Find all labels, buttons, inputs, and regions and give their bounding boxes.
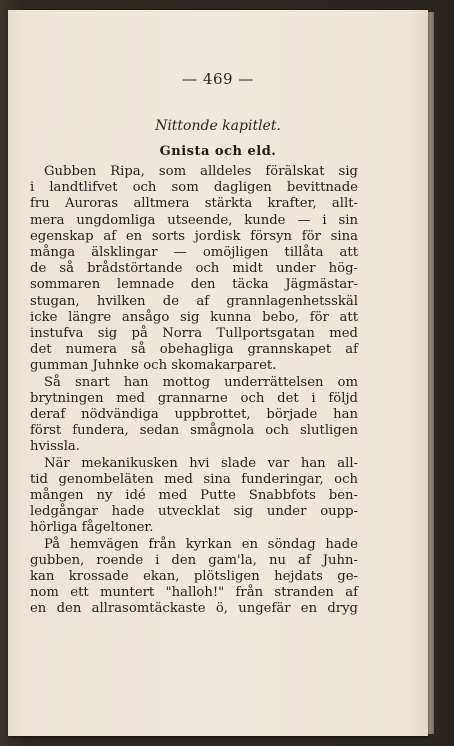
text-line: fru Auroras alltmera stärkta krafter, allt- <box>30 196 358 212</box>
text-line: gubben, roende i den gam'la, nu af Juhn- <box>30 552 358 568</box>
text-line: kan krossade ekan, plötsligen hejdats ge- <box>30 569 358 585</box>
text-line: Gubben Ripa, som alldeles förälskat sig <box>44 164 358 179</box>
text-line: ledgångar hade utvecklat sig under oupp- <box>30 504 358 520</box>
text-line: deraf nödvändiga uppbrottet, började han <box>30 407 358 423</box>
text-line: det numera så obehagliga grannskapet af <box>30 342 358 358</box>
text-line: en den allrasomtäckaste ö, ungefär en dryg <box>30 601 358 617</box>
text-line: gumman Juhnke och skomakarparet. <box>30 358 277 374</box>
text-line: de så brådstörtande och midt under hög- <box>30 261 358 277</box>
text-line: När mekanikusken hvi slade var han all- <box>44 455 358 471</box>
text-line: hörliga fågeltoner. <box>30 520 154 536</box>
text-line: icke längre ansågo sig kunna bebo, för att <box>30 309 358 325</box>
text-line: Så snart han mottog underrättelsen om <box>44 374 358 390</box>
text-line: egenskap af en sorts jordisk försyn för sina <box>30 228 358 244</box>
text-line: nom ett muntert "halloh!" från stranden af <box>30 585 358 601</box>
body-text <box>30 164 358 618</box>
text-line: stugan, hvilken de af grannlagenhetsskäl <box>30 293 358 309</box>
page-edge <box>428 12 434 734</box>
text-line: brytningen med grannarne och det i följd <box>30 390 358 406</box>
book-page <box>8 10 428 736</box>
text-line: tid genombeläten med sina funderingar, och <box>30 471 358 487</box>
section-title: Gnista och eld. <box>159 144 277 159</box>
page-number: — 469 — <box>182 70 254 88</box>
text-line: många älsklingar — omöjligen tillåta att <box>30 245 358 261</box>
text-line: först fundera, sedan smågnola och slutligen <box>30 423 358 439</box>
text-line: mången ny idé med Putte Snabbfots ben- <box>30 488 358 504</box>
text-line: sommaren lemnade den täcka Jägmästar- <box>30 277 358 293</box>
text-line: i landtlifvet och som dagligen bevittnade <box>30 180 358 196</box>
text-line: På hemvägen från kyrkan en söndag hade <box>44 536 358 552</box>
text-line: hvissla. <box>30 439 80 455</box>
text-line: instufva sig på Norra Tullportsgatan med <box>30 326 358 342</box>
chapter-heading: Nittonde kapitlet. <box>155 118 281 134</box>
text-line: mera ungdomliga utseende, kunde — i sin <box>30 212 358 228</box>
